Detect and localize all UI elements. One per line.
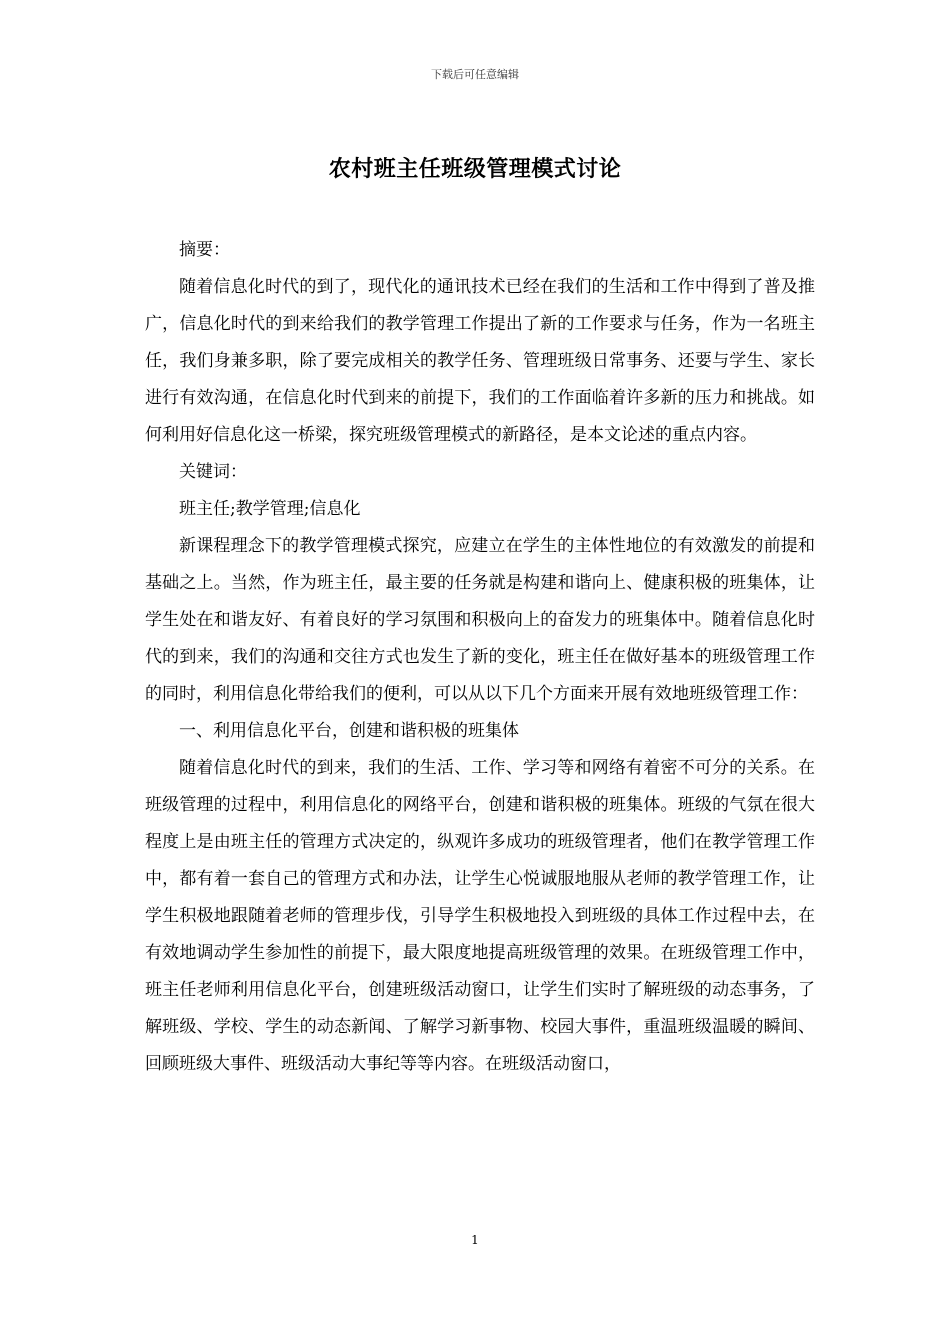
section-paragraph: 随着信息化时代的到来，我们的生活、工作、学习等和网络有着密不可分的关系。在班级管理的过程中，利用信息化的网络平台，创建和谐积极的班集体。班级的气氛在很大程度上是由班主任的管理方式决定的，纵观许多成功的班级管理者，他们在教学管理工作中，都有着一套自己的管理方式和办法，让学生心悦诚服地服从老师的教学管理工作，让学生积极地跟随着老师的管理步伐，引导学生积极地投入到班级的具体工作过程中去，在有效地调动学生参加性的前提下，最大限度地提高班级管理的效果。在班级管理工作中，班主任老师利用信息化平台，创建班级活动窗口，让学生们实时了解班级的动态事务，了解班级、学校、学生的动态新闻、了解学习新事物、校园大事件，重温班级温暖的瞬间、回顾班级大事件、班级活动大事纪等等内容。在班级活动窗口， [145,758,815,1074]
header-note: 下载后可任意编辑 [431,68,519,81]
page-number: 1 [471,1233,479,1247]
intro-paragraph: 新课程理念下的教学管理模式探究，应建立在学生的主体性地位的有效激发的前提和基础之上。当然，作为班主任，最主要的任务就是构建和谐向上、健康积极的班集体，让学生处在和谐友好、有着良好的学习氛围和积极向上的奋发力的班集体中。随着信息化时代的到来，我们的沟通和交往方式也发生了新的变化，班主任在做好基本的班级管理工作的同时，利用信息化带给我们的便利，可以从以下几个方面来开展有效地班级管理工作： [145,536,815,704]
abstract-heading: 摘要： [179,240,230,260]
keywords-heading: 关键词： [179,462,247,482]
document-body [145,232,815,1083]
abstract-paragraph: 随着信息化时代的到了，现代化的通讯技术已经在我们的生活和工作中得到了普及推广，信息化时代的到来给我们的教学管理工作提出了新的工作要求与任务，作为一名班主任，我们身兼多职，除了要完成相关的教学任务、管理班级日常事务、还要与学生、家长进行有效沟通，在信息化时代到来的前提下，我们的工作面临着许多新的压力和挑战。如何利用好信息化这一桥梁，探究班级管理模式的新路径，是本文论述的重点内容。 [145,277,815,445]
keywords-paragraph: 班主任;教学管理;信息化 [179,499,361,519]
section-heading: 一、利用信息化平台，创建和谐积极的班集体 [179,721,519,741]
document-title: 农村班主任班级管理模式讨论 [328,156,622,182]
